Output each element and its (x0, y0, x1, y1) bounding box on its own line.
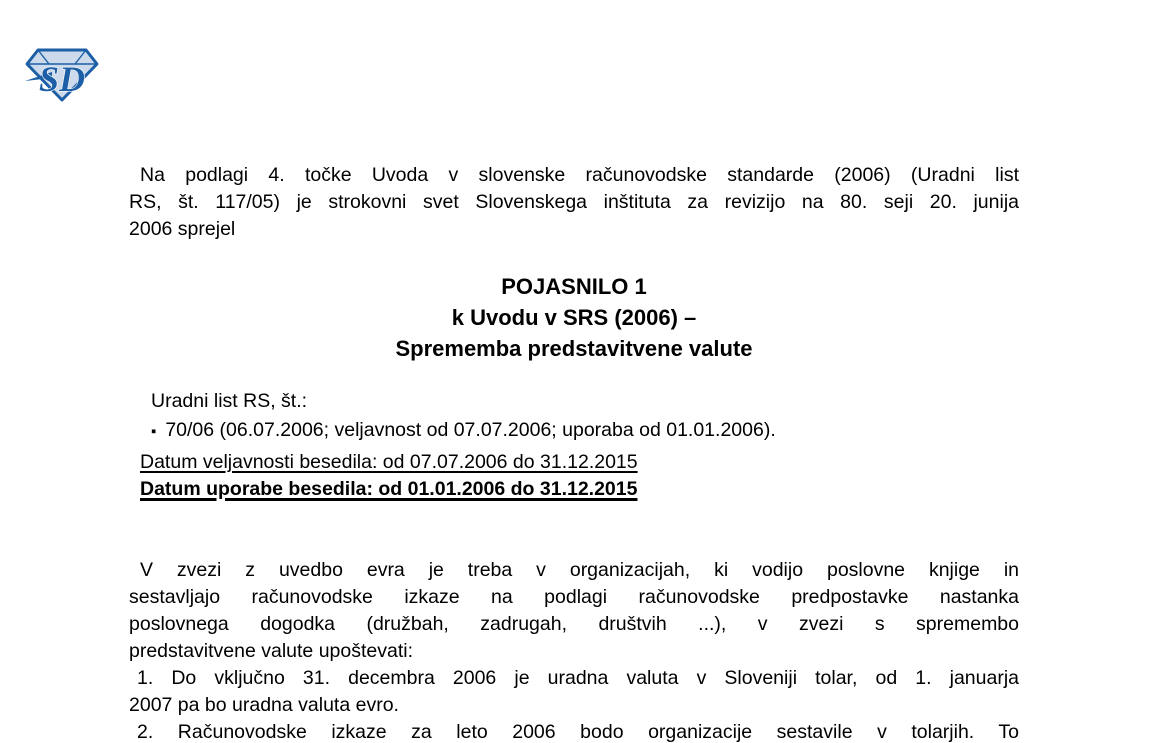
application-date-line: Datum uporabe besedila: od 01.01.2006 do 31.12.2015 (140, 478, 638, 500)
logo-letters: SD (39, 59, 86, 99)
text-line: 2006 sprejel (129, 218, 236, 240)
text-line: predstavitvene valute upoštevati: (129, 640, 414, 662)
list-item-1-line: 1. Do vključno 31. decembra 2006 je uradna valuta v Sloveniji tolar, od 1. januarja (137, 667, 1019, 689)
gazette-item-text: 70/06 (06.07.2006; veljavnost od 07.07.2006; uporaba od 01.01.2006). (165, 419, 776, 441)
square-bullet-icon: ▪ (151, 423, 157, 440)
text-line: RS, št. 117/05) je strokovni svet Slovenskega inštituta za revizijo na 80. seji 20. junija (129, 191, 1019, 213)
body-text (129, 557, 1019, 743)
intro-paragraph (129, 162, 1019, 243)
gazette-section (129, 388, 1019, 445)
gazette-list-item (151, 417, 1019, 445)
document-title (129, 271, 1019, 364)
text-line: V zvezi z uvedbo evra je treba v organizacijah, ki vodijo poslovne knjige in (140, 559, 1019, 581)
title-line-1: POJASNILO 1 (501, 274, 647, 299)
validity-section (129, 449, 1019, 503)
validity-date-line: Datum veljavnosti besedila: od 07.07.2006 do 31.12.2015 (140, 451, 638, 473)
text-line: Na podlagi 4. točke Uvoda v slovenske računovodske standarde (2006) (Uradni list (140, 164, 1019, 186)
gazette-label: Uradni list RS, št.: (151, 390, 308, 412)
institute-logo (24, 46, 100, 104)
diamond-gem-icon (25, 50, 97, 100)
list-item-1-line: 2007 pa bo uradna valuta evro. (129, 694, 399, 716)
title-line-3: Sprememba predstavitvene valute (395, 336, 753, 361)
text-line: sestavljajo računovodske izkaze na podlagi računovodske predpostavke nastanka (129, 586, 1019, 608)
title-line-2: k Uvodu v SRS (2006) – (451, 305, 697, 330)
text-line: poslovnega dogodka (družbah, zadrugah, društvih ...), v zvezi s spremembo (129, 613, 1019, 635)
list-item-2-line: 2. Računovodske izkaze za leto 2006 bodo organizacije sestavile v tolarjih. To (137, 721, 1019, 743)
